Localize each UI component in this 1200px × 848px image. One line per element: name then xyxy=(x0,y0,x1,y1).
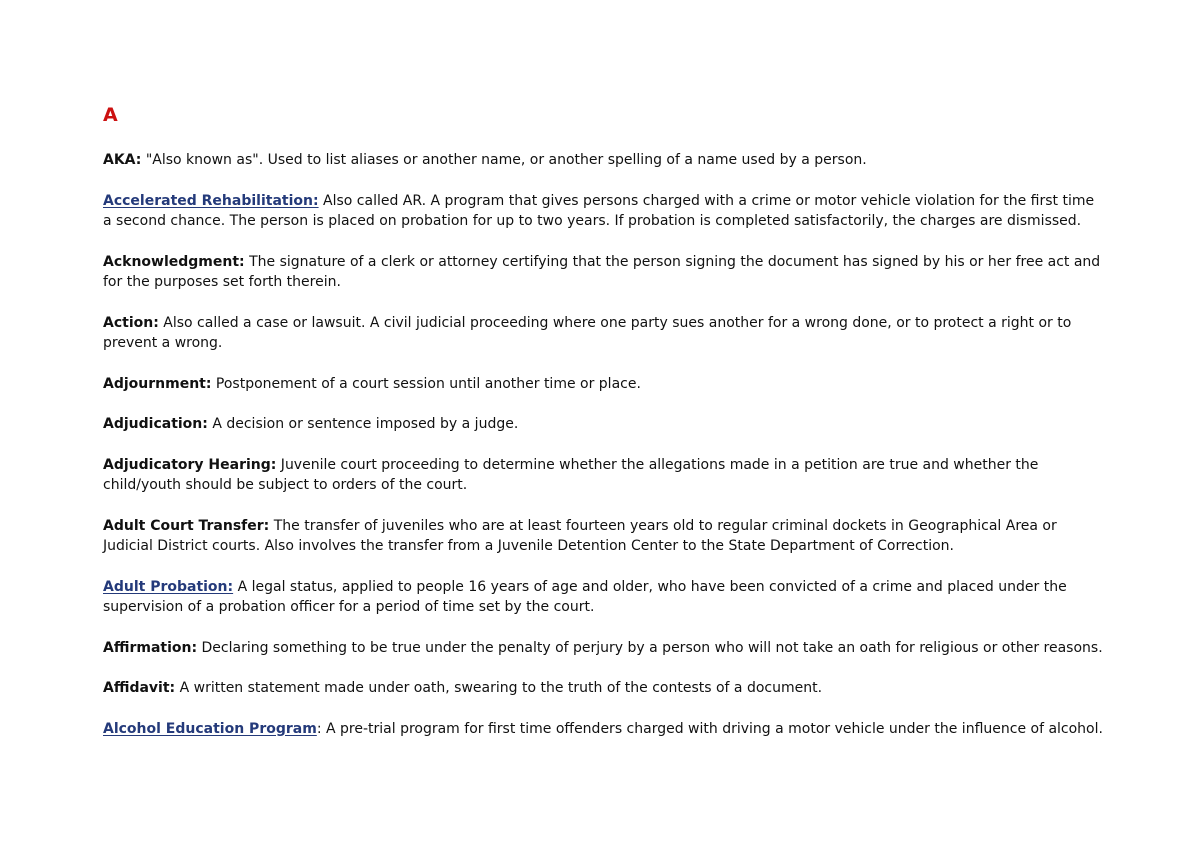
definition-alcohol-education-program: A pre-trial program for first time offenders charged with driving a motor vehicle under the influence of alcohol. xyxy=(321,720,1103,737)
term-adjudicatory-hearing: Adjudicatory Hearing: xyxy=(103,456,277,473)
term-adjudication: Adjudication: xyxy=(103,416,208,432)
glossary-entry-adjournment xyxy=(103,374,1103,395)
definition-acknowledgment: The signature of a clerk or attorney certifying that the person signing the document has signed by his or her free act and for the purposes set forth therein. xyxy=(103,253,1101,290)
definition-aka: "Also known as". Used to list aliases or another name, or another spelling of a name used by a person. xyxy=(141,152,867,168)
term-affirmation: Affirmation: xyxy=(103,639,198,656)
definition-affirmation: Declaring something to be true under the penalty of perjury by a person who will not take an oath for religious or other reasons. xyxy=(197,639,1103,656)
definition-adult-court-transfer: The transfer of juveniles who are at least fourteen years old to regular criminal dockets in Geographical Area or Judicial District courts. Also involves the transfer from a Juvenile Detention Center to the State Department of Correction. xyxy=(103,517,1057,554)
glossary-entry-affidavit xyxy=(103,678,1103,699)
term-aka: AKA: xyxy=(103,152,142,168)
glossary-page xyxy=(103,103,1103,759)
glossary-entry-accelerated-rehabilitation xyxy=(103,191,1103,232)
glossary-entry-adult-probation xyxy=(103,577,1103,618)
glossary-entry-adjudicatory-hearing xyxy=(103,455,1103,496)
glossary-entry-alcohol-education-program xyxy=(103,719,1103,740)
term-adjournment: Adjournment: xyxy=(103,375,212,392)
definition-action: Also called a case or lawsuit. A civil judicial proceeding where one party sues another for a wrong done, or to protect a right or to prevent a wrong. xyxy=(103,314,1072,351)
definition-adjudicatory-hearing: Juvenile court proceeding to determine whether the allegations made in a petition are true and whether the child/youth should be subject to orders of the court. xyxy=(103,456,1039,493)
definition-adjournment: Postponement of a court session until another time or place. xyxy=(211,375,641,392)
definition-adjudication: A decision or sentence imposed by a judge. xyxy=(207,416,519,432)
glossary-entry-adjudication xyxy=(103,414,1103,435)
definition-accelerated-rehabilitation: Also called AR. A program that gives persons charged with a crime or motor vehicle violation for the first time a second chance. The person is placed on probation for up to two years. If probation is completed satisfactorily, the charges are dismissed. xyxy=(103,192,1095,229)
term-action: Action: xyxy=(103,314,159,331)
term-acknowledgment: Acknowledgment: xyxy=(103,253,245,270)
glossary-entry-affirmation xyxy=(103,638,1103,659)
definition-affidavit: A written statement made under oath, swearing to the truth of the contests of a document. xyxy=(175,680,823,696)
glossary-entry-acknowledgment xyxy=(103,252,1103,293)
glossary-entry-adult-court-transfer xyxy=(103,516,1103,557)
term-suffix-colon: : xyxy=(316,720,322,737)
definition-adult-probation: A legal status, applied to people 16 years of age and older, who have been convicted of a crime and placed under the supervision of a probation officer for a period of time set by the court. xyxy=(103,578,1067,615)
term-link-adult-probation[interactable]: Adult Probation: xyxy=(103,578,234,595)
term-adult-court-transfer: Adult Court Transfer: xyxy=(103,517,270,534)
term-link-accelerated-rehabilitation[interactable]: Accelerated Rehabilitation: xyxy=(103,192,319,209)
glossary-entry-aka xyxy=(103,150,1103,171)
section-letter-heading: A xyxy=(103,104,118,126)
term-link-alcohol-education-program[interactable]: Alcohol Education Program xyxy=(103,720,317,737)
glossary-entry-action xyxy=(103,313,1103,354)
term-affidavit: Affidavit: xyxy=(103,680,176,696)
